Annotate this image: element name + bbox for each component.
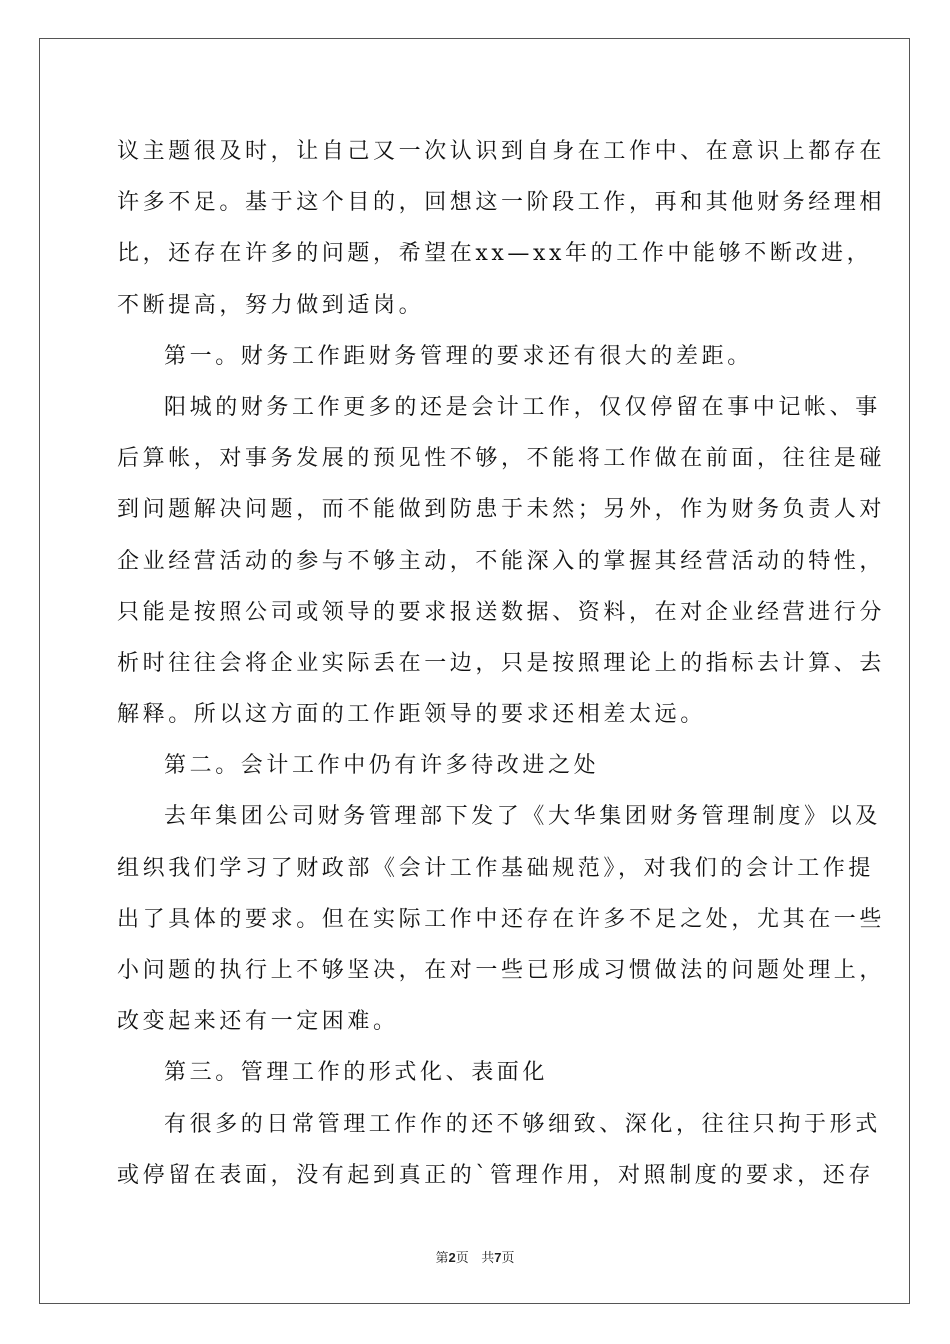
text-line: 比，还存在许多的问题，希望在xx—xx年的工作中能够不断改进， [117, 241, 873, 267]
footer-total-prefix: 共 [481, 1251, 495, 1266]
footer-page-prefix: 第 [435, 1251, 449, 1266]
text-line: 企业经营活动的参与不够主动，不能深入的掌握其经营活动的特性， [117, 548, 886, 574]
text-line: 第三。管理工作的形式化、表面化 [164, 1060, 549, 1086]
text-line: 有很多的日常管理工作作的还不够细致、深化，往往只拘于形式 [164, 1111, 881, 1137]
document-body [117, 126, 886, 1201]
text-line: 组织我们学习了财政部《会计工作基础规范》，对我们的会计工作提 [117, 855, 875, 881]
text-line: 小问题的执行上不够坚决，在对一些已形成习惯做法的问题处理上， [117, 958, 886, 983]
text-line: 到问题解决问题，而不能做到防患于未然；另外，作为财务负责人对 [117, 497, 886, 523]
text-line: 解释。所以这方面的工作距领导的要求还相差太远。 [117, 702, 706, 728]
text-line: 改变起来还有一定困难。 [117, 1009, 399, 1035]
text-line: 析时往往会将企业实际丢在一边，只是按照理论上的指标去计算、去 [117, 650, 886, 676]
text-line: 只能是按照公司或领导的要求报送数据、资料，在对企业经营进行分 [117, 599, 886, 625]
page-footer [0, 1247, 950, 1266]
footer-page-number: 2 [448, 1250, 456, 1265]
footer-page-suffix: 页 [455, 1251, 469, 1266]
text-line: 出了具体的要求。但在实际工作中还存在许多不足之处，尤其在一些 [117, 906, 886, 932]
text-line: 第二。会计工作中仍有许多待改进之处 [164, 753, 600, 779]
text-line: 后算帐，对事务发展的预见性不够，不能将工作做在前面，往往是碰 [117, 446, 886, 472]
text-line: 阳城的财务工作更多的还是会计工作，仅仅停留在事中记帐、事 [164, 394, 881, 420]
text-line: 或停留在表面，没有起到真正的`管理作用，对照制度的要求，还存 [117, 1162, 875, 1188]
footer-total-pages: 7 [494, 1250, 502, 1265]
text-line: 第一。财务工作距财务管理的要求还有很大的差距。 [164, 343, 753, 369]
text-line: 许多不足。基于这个目的，回想这一阶段工作，再和其他财务经理相 [117, 190, 886, 216]
text-line: 议主题很及时，让自己又一次认识到自身在工作中、在意识上都存在 [117, 139, 886, 164]
text-line: 不断提高，努力做到适岗。 [117, 292, 425, 318]
text-line: 去年集团公司财务管理部下发了《大华集团财务管理制度》以及 [164, 804, 881, 830]
footer-total-suffix: 页 [501, 1251, 515, 1266]
